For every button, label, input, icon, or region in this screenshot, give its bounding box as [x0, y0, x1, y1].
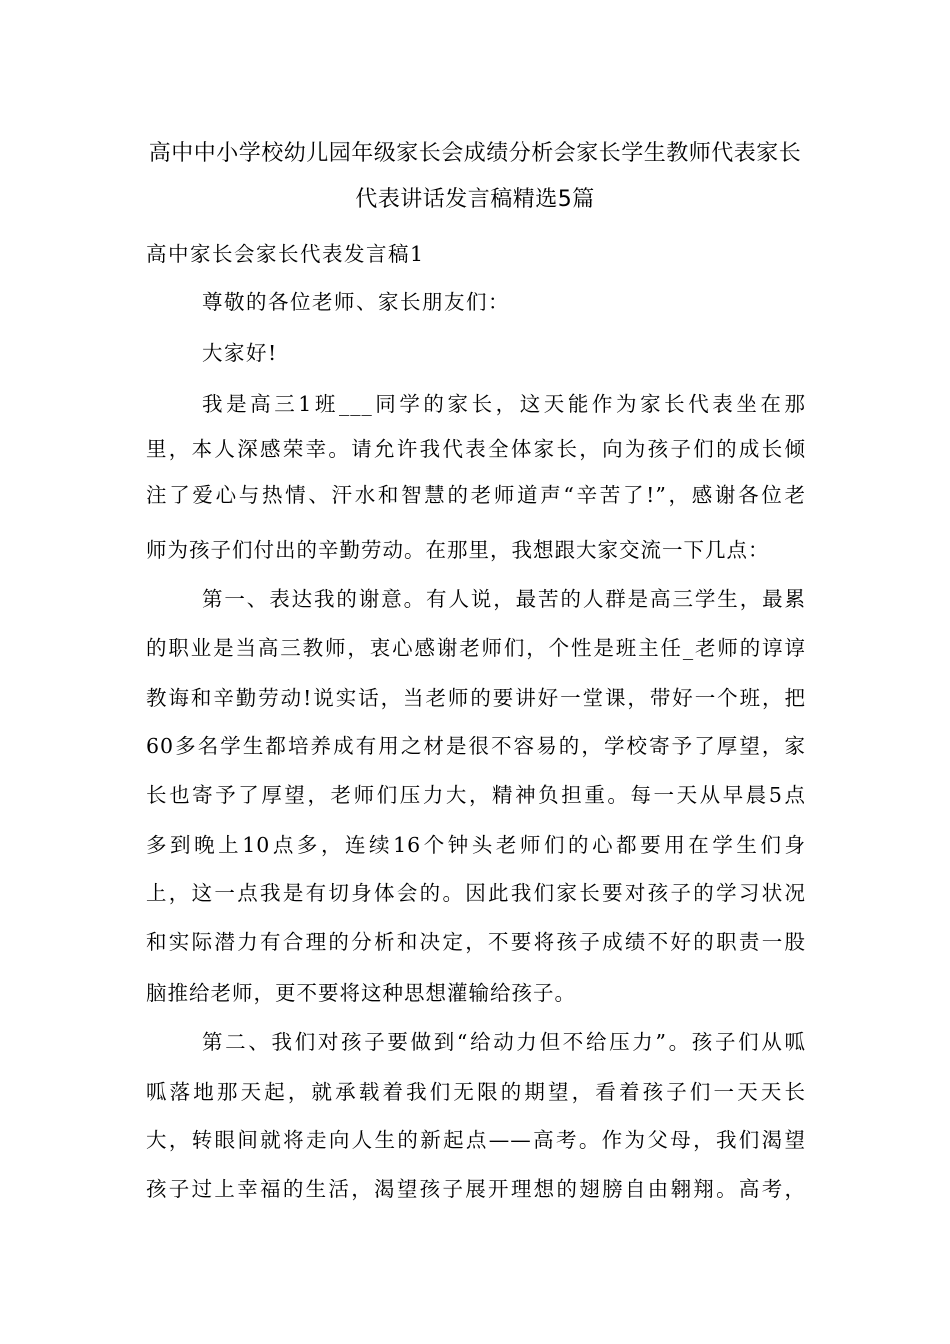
document-title-line-2: 代表讲话发言稿精选5篇	[355, 187, 595, 212]
paragraph-1-line-1: 我是高三1班___同学的家长，这天能作为家长代表坐在那	[202, 392, 806, 416]
paragraph-2-line-1: 第一、表达我的谢意。有人说，最苦的人群是高三学生，最累	[202, 587, 806, 611]
paragraph-2-line-6: 多到晚上10点多，连续16个钟头老师们的心都要用在学生们身	[146, 833, 806, 857]
paragraph-1-line-3: 注了爱心与热情、汗水和智慧的老师道声“辛苦了!”，感谢各位老	[146, 483, 806, 507]
paragraph-2-line-3: 教诲和辛勤劳动!说实话，当老师的要讲好一堂课，带好一个班，把	[146, 686, 806, 710]
paragraph-1-line-2: 里，本人深感荣幸。请允许我代表全体家长，向为孩子们的成长倾	[146, 437, 806, 461]
section-heading: 高中家长会家长代表发言稿1	[146, 242, 425, 266]
paragraph-2-line-2: 的职业是当高三教师，衷心感谢老师们，个性是班主任_老师的谆谆	[146, 636, 806, 660]
paragraph-2-line-8: 和实际潜力有合理的分析和决定，不要将孩子成绩不好的职责一股	[146, 930, 806, 954]
paragraph-3-line-2: 呱落地那天起，就承载着我们无限的期望，看着孩子们一天天长	[146, 1080, 806, 1104]
paragraph-3-line-4: 孩子过上幸福的生活，渴望孩子展开理想的翅膀自由翱翔。高考，	[146, 1177, 806, 1201]
salutation: 尊敬的各位老师、家长朋友们：	[202, 290, 510, 314]
paragraph-2-line-4: 60多名学生都培养成有用之材是很不容易的，学校寄予了厚望，家	[146, 734, 806, 758]
paragraph-2-line-9: 脑推给老师，更不要将这种思想灌输给孩子。	[146, 981, 576, 1005]
paragraph-1-line-4: 师为孩子们付出的辛勤劳动。在那里，我想跟大家交流一下几点：	[146, 538, 770, 562]
greeting: 大家好!	[202, 341, 278, 365]
paragraph-2-line-5: 长也寄予了厚望，老师们压力大，精神负担重。每一天从早晨5点	[146, 783, 806, 807]
document-title-line-1: 高中中小学校幼儿园年级家长会成绩分析会家长学生教师代表家长	[148, 141, 802, 166]
paragraph-2-line-7: 上，这一点我是有切身体会的。因此我们家长要对孩子的学习状况	[146, 881, 806, 905]
paragraph-3-line-3: 大，转眼间就将走向人生的新起点——高考。作为父母，我们渴望	[146, 1128, 806, 1152]
paragraph-3-line-1: 第二、我们对孩子要做到“给动力但不给压力”。孩子们从呱	[202, 1030, 806, 1054]
